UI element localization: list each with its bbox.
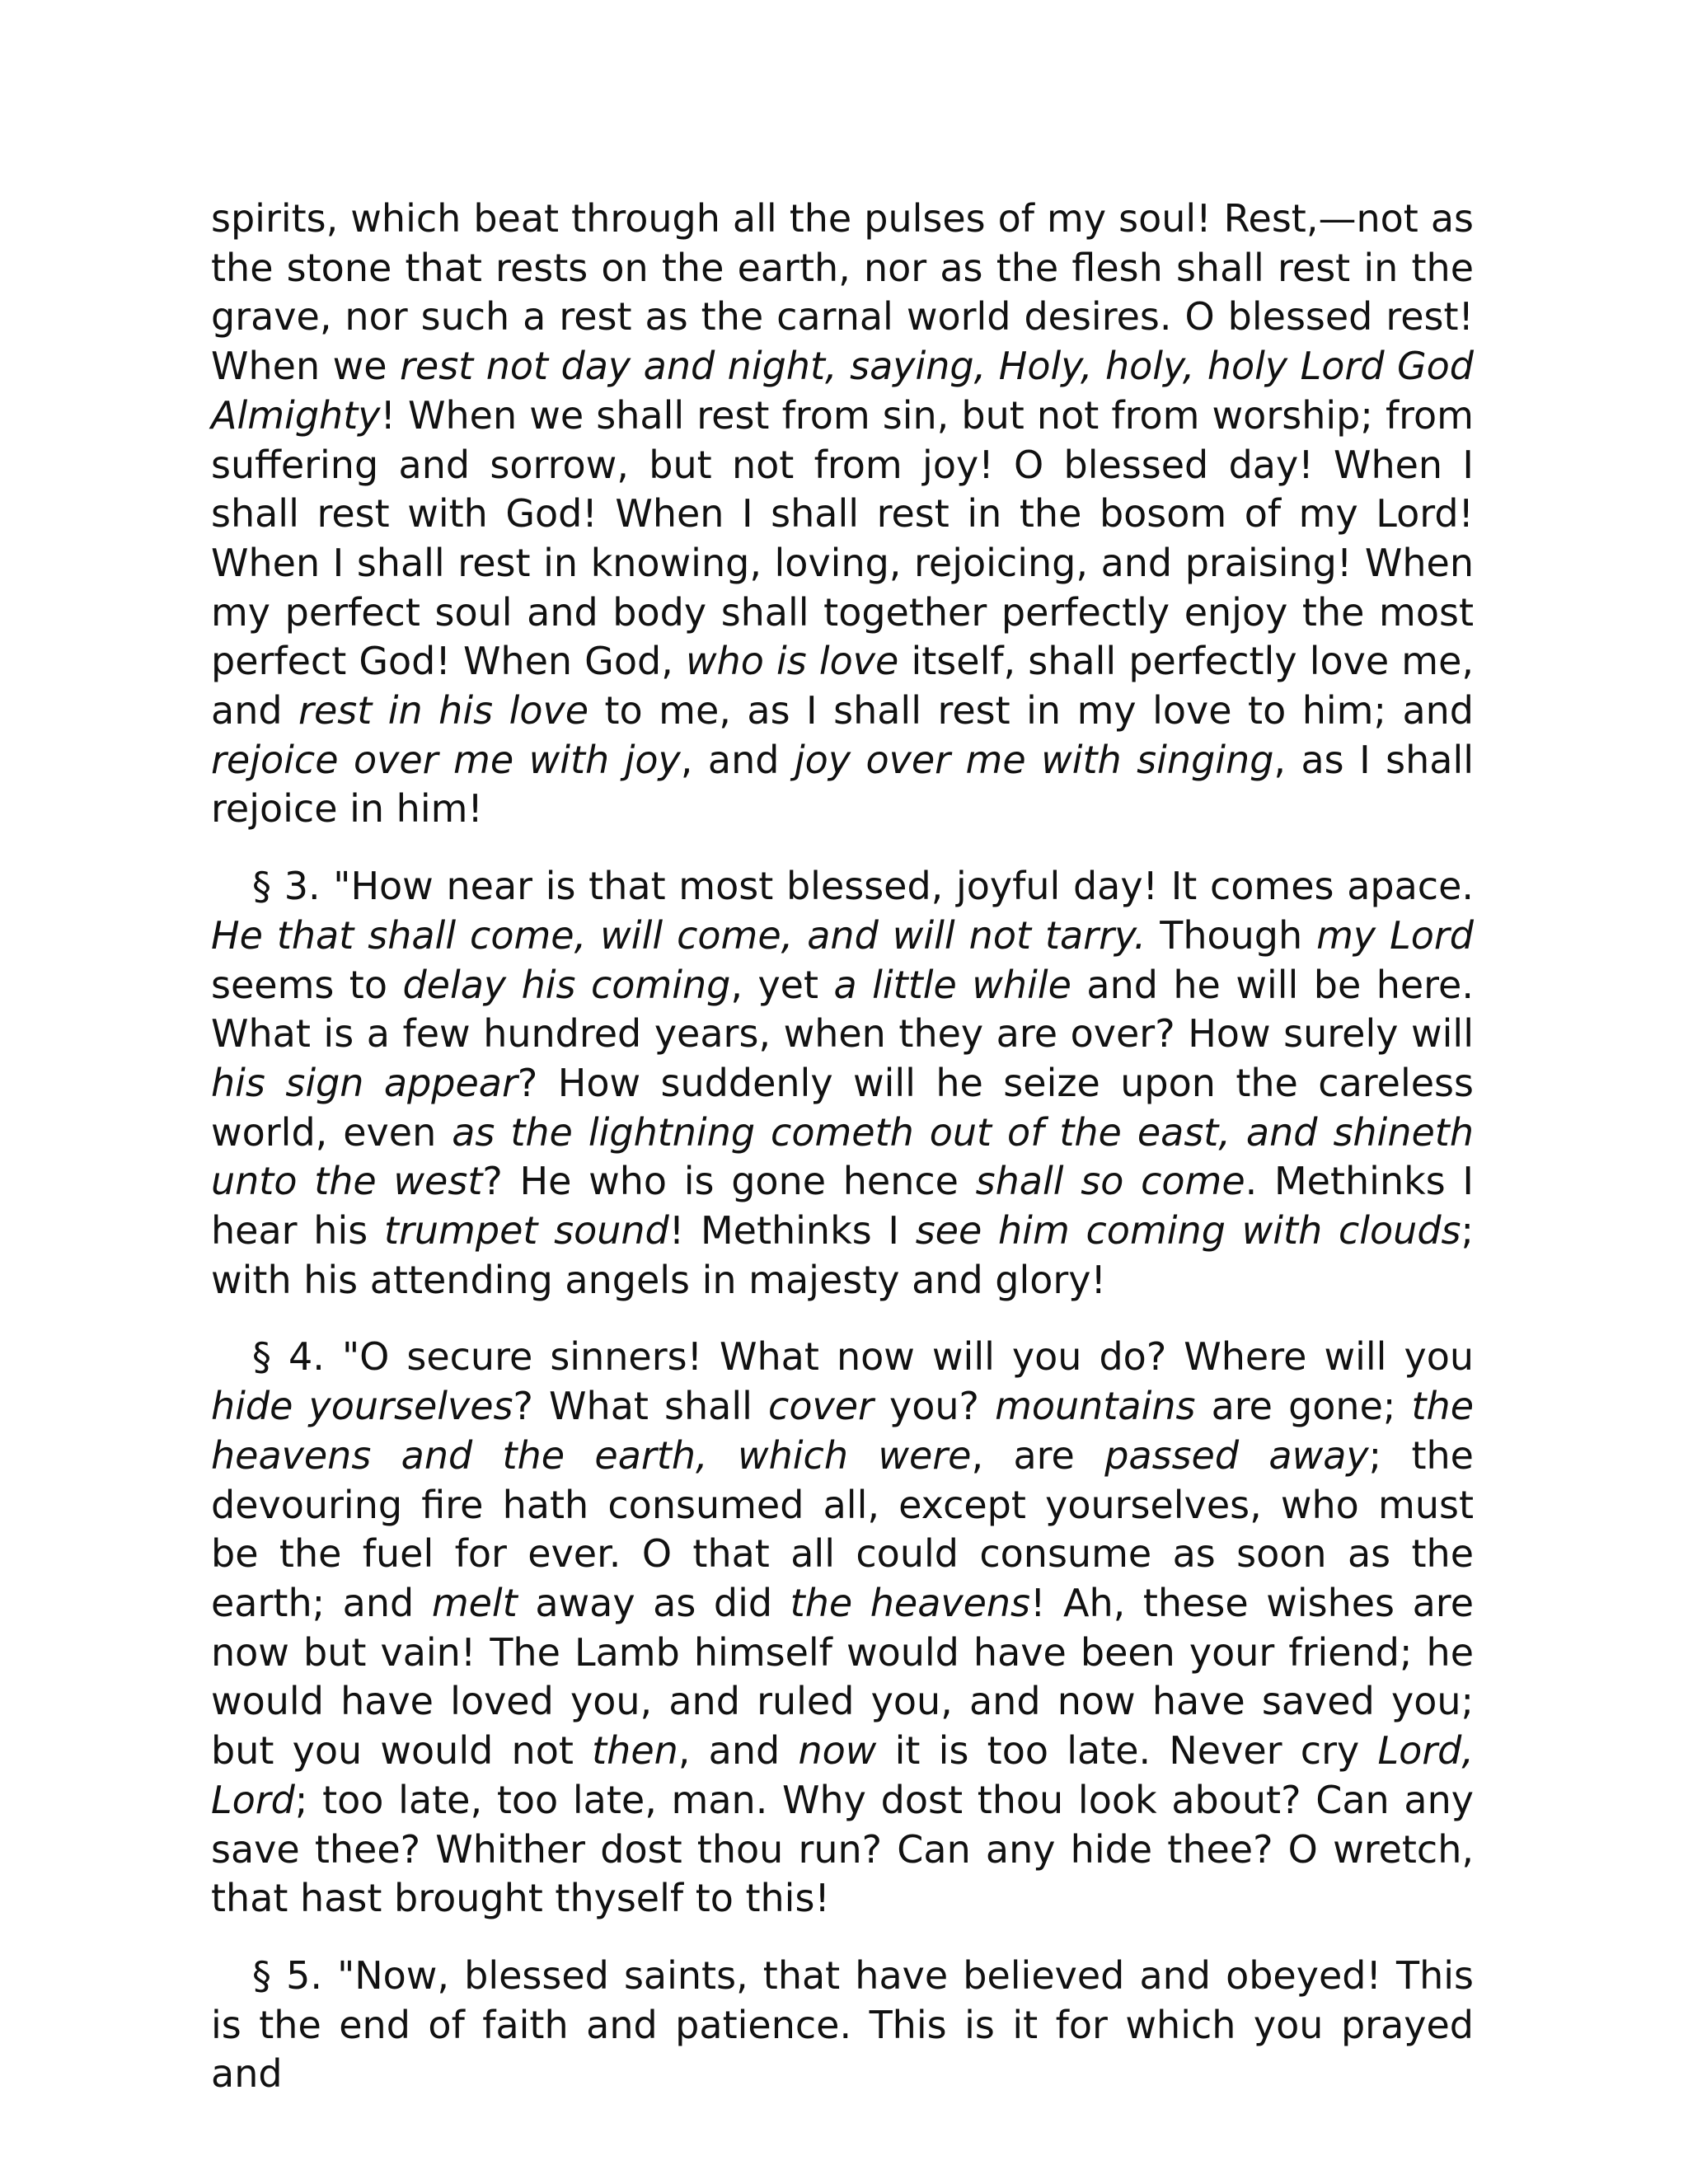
text-run: itself, shall perfectly love me, and [211, 639, 1475, 733]
italic-text: joy over me with singing [794, 737, 1274, 782]
italic-text: who is love [685, 639, 899, 684]
italic-text: melt [431, 1580, 518, 1625]
italic-text: the heavens [790, 1580, 1031, 1625]
paragraph-section-5 [211, 1952, 1474, 2099]
text-run: § 4. "O secure sinners! What now will you do? Where will you [252, 1334, 1474, 1380]
paragraph-section-3 [211, 862, 1474, 1305]
text-run: § 5. "Now, blessed saints, that have believed and obeyed! This is the end of faith and patience. This is it for which you prayed and [211, 1952, 1474, 2097]
italic-text: mountains [995, 1384, 1196, 1429]
text-run: , and [680, 737, 795, 782]
paragraph-1 [211, 194, 1474, 834]
italic-text: He that shall come, will come, and will not tarry. [211, 912, 1146, 958]
italic-text: as the lightning cometh out of the east, and shineth unto the west [211, 1109, 1474, 1204]
italic-text: Lord, Lord [211, 1728, 1474, 1822]
paragraph-section-4 [211, 1333, 1474, 1923]
text-run: it is too late. Never cry [876, 1728, 1378, 1774]
text-run: away as did [517, 1580, 790, 1625]
text-run: ? How suddenly will he seize upon the careless world, even [211, 1060, 1474, 1155]
italic-text: the heavens and the earth, which were [211, 1384, 1475, 1478]
text-run: ; the devouring fire hath consumed all, except yourselves, who must be the fuel for ever. O that all could consume as soon as the earth; and [211, 1432, 1474, 1625]
text-run: ! Methinks I [668, 1208, 916, 1254]
text-run: ? He who is gone hence [482, 1159, 976, 1204]
text-run: spirits, which beat through all the pulses of my soul! Rest,—not as the stone that rests on the earth, nor as the flesh shall rest in the grave, nor such a rest as the carnal world desires. O blessed rest! When we [211, 196, 1474, 389]
italic-text: his sign appear [211, 1060, 518, 1105]
text-run: § 3. "How near is that most blessed, joyful day! It comes apace. [252, 864, 1474, 909]
text-run: Though [1146, 912, 1317, 958]
italic-text: rest not day and night, saying, Holy, holy, holy Lord God Almighty [211, 344, 1474, 438]
italic-text: a little while [833, 962, 1071, 1007]
italic-text: rest in his love [298, 688, 589, 733]
text-run: ; too late, too late, man. Why dost thou look about? Can any save thee? Whither dost thou run? Can any hide thee? O wretch, that hast brought thyself to this! [211, 1777, 1474, 1921]
text-run: and he will be here. What is a few hundred years, when they are over? How surely will [211, 962, 1474, 1057]
italic-text: shall so come [975, 1159, 1245, 1204]
text-run: , yet [730, 962, 834, 1007]
italic-text: now [798, 1728, 877, 1774]
text-run: . Methinks I hear his [211, 1159, 1474, 1254]
text-run: , and [678, 1728, 799, 1774]
italic-text: cover [768, 1384, 874, 1429]
text-run: ? What shall [513, 1384, 769, 1429]
italic-text: delay his coming [402, 962, 731, 1007]
italic-text: passed away [1104, 1432, 1369, 1478]
text-run: ; with his attending angels in majesty and glory! [211, 1208, 1475, 1302]
italic-text: then [592, 1728, 678, 1774]
text-run: you? [873, 1384, 996, 1429]
text-run: ! When we shall rest from sin, but not from worship; from suffering and sorrow, but not from joy! O blessed day! When I shall rest with God! When I shall rest in the bosom of my Lord! When I shall rest in knowing, loving, rejoicing, and praising! When my perfect soul and body shall together perfectly enjoy the most perfect God! When God, [211, 392, 1474, 684]
italic-text: my Lord [1316, 912, 1474, 958]
text-run: ! Ah, these wishes are now but vain! The Lamb himself would have been your friend; he would have loved you, and ruled you, and now have saved you; but you would not [211, 1580, 1474, 1774]
italic-text: hide yourselves [211, 1384, 513, 1429]
italic-text: rejoice over me with joy [211, 737, 681, 782]
document-page [211, 194, 1474, 2127]
text-run: , are [971, 1432, 1105, 1478]
italic-text: trumpet sound [383, 1208, 669, 1254]
text-run: , as I shall rejoice in him! [211, 737, 1475, 832]
italic-text: see him coming with clouds [915, 1208, 1461, 1254]
text-run: are gone; [1195, 1384, 1412, 1429]
text-run: seems to [211, 962, 403, 1007]
text-run: to me, as I shall rest in my love to him; and [588, 688, 1474, 733]
